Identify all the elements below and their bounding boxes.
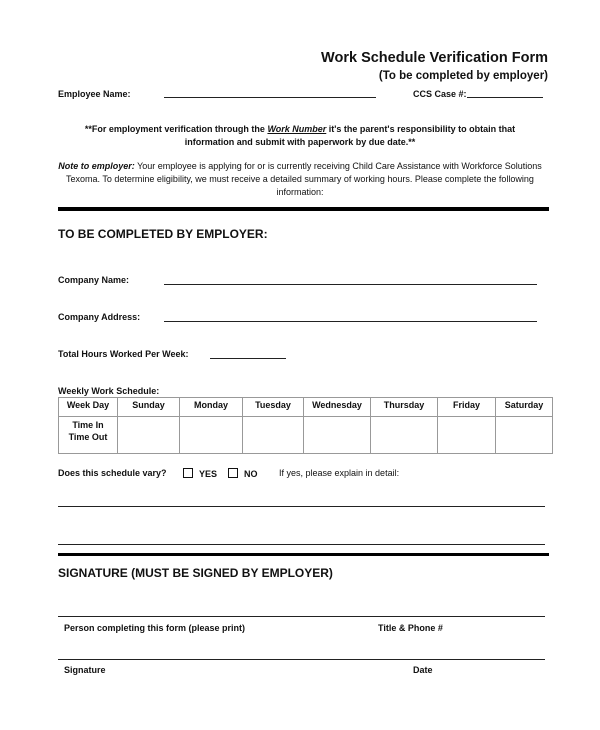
schedule-label: Weekly Work Schedule: (58, 386, 160, 396)
time-in-label: Time In (72, 420, 104, 430)
thursday-cell[interactable] (371, 417, 438, 454)
schedule-vary-question: Does this schedule vary? (58, 468, 167, 478)
notice-text-2: it's the parent's responsibility to obtain that information and submit with paperwork by due date.** (184, 124, 516, 147)
work-number-link: Work Number (267, 124, 327, 134)
time-out-label: Time Out (68, 432, 108, 442)
friday-cell[interactable] (438, 417, 496, 454)
header-sunday: Sunday (118, 398, 180, 417)
person-completing-label: Person completing this form (please print) (64, 623, 246, 633)
note-label: Note to employer: (58, 161, 135, 171)
yes-checkbox[interactable] (183, 468, 217, 479)
employee-name-label: Employee Name: (58, 89, 131, 99)
notice-text: **For employment verification through the (84, 124, 268, 134)
sunday-cell[interactable] (118, 417, 180, 454)
date-label: Date (413, 665, 433, 675)
header-tuesday: Tuesday (243, 398, 304, 417)
divider (58, 207, 549, 211)
title-phone-label: Title & Phone # (378, 623, 443, 633)
yes-label: YES (199, 469, 218, 479)
signature-section-heading: SIGNATURE (MUST BE SIGNED BY EMPLOYER) (58, 566, 333, 580)
header-saturday: Saturday (496, 398, 553, 417)
checkbox-icon (183, 468, 193, 478)
company-address-label: Company Address: (58, 312, 141, 322)
header-week-day: Week Day (59, 398, 118, 417)
time-in-out-label (59, 417, 118, 454)
explain-line-2[interactable] (58, 544, 545, 545)
signature-date-line[interactable] (58, 659, 545, 660)
checkbox-icon (228, 468, 238, 478)
divider (58, 553, 549, 556)
signature-label: Signature (64, 665, 106, 675)
monday-cell[interactable] (180, 417, 243, 454)
company-name-field[interactable] (164, 284, 537, 285)
employee-name-field[interactable] (164, 97, 376, 98)
form-subtitle: (To be completed by employer) (378, 70, 548, 82)
ccs-case-label: CCS Case #: (413, 89, 467, 99)
employer-section-heading: TO BE COMPLETED BY EMPLOYER: (58, 227, 268, 241)
tuesday-cell[interactable] (243, 417, 304, 454)
ccs-case-field[interactable] (467, 97, 543, 98)
explain-label: If yes, please explain in detail: (279, 468, 400, 478)
header-wednesday: Wednesday (304, 398, 371, 417)
total-hours-field[interactable] (210, 358, 286, 359)
note-text: Your employee is applying for or is currently receiving Child Care Assistance with Workforce Solutions Texoma. To determine eligibility, we must receive a detailed summary of working hours. Please complete the following information: (66, 161, 542, 197)
header-monday: Monday (180, 398, 243, 417)
wednesday-cell[interactable] (304, 417, 371, 454)
table-row (59, 417, 553, 454)
company-address-field[interactable] (164, 321, 537, 322)
form-title: Work Schedule Verification Form (321, 50, 548, 66)
no-label: NO (244, 469, 258, 479)
total-hours-label: Total Hours Worked Per Week: (58, 349, 189, 359)
weekly-schedule-table (58, 397, 553, 454)
no-checkbox[interactable] (228, 468, 258, 479)
table-header-row (59, 398, 553, 417)
note-to-employer (0, 160, 600, 199)
company-name-label: Company Name: (58, 275, 130, 285)
header-friday: Friday (438, 398, 496, 417)
work-number-notice (0, 123, 600, 149)
person-title-line[interactable] (58, 616, 545, 617)
explain-line-1[interactable] (58, 506, 545, 507)
header-thursday: Thursday (371, 398, 438, 417)
saturday-cell[interactable] (496, 417, 553, 454)
